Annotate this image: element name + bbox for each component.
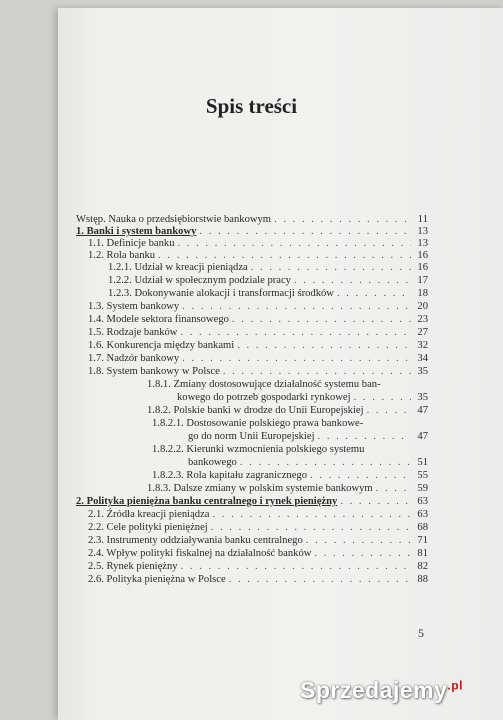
toc-leader-dots bbox=[182, 301, 411, 313]
toc-entry-title: 1.3. System bankowy bbox=[88, 301, 180, 312]
toc-entry bbox=[88, 353, 428, 365]
toc-entry bbox=[147, 483, 428, 495]
toc-entry-page: 51 bbox=[417, 457, 428, 468]
toc-leader-dots bbox=[180, 327, 411, 339]
toc-entry bbox=[152, 444, 428, 456]
toc-entry-page: 11 bbox=[417, 214, 428, 225]
toc-entry bbox=[88, 314, 428, 326]
toc-leader-dots bbox=[376, 483, 411, 495]
toc-entry-title: 2.6. Polityka pieniężna w Polsce bbox=[88, 574, 226, 585]
toc-entry bbox=[88, 238, 428, 250]
toc-entry-page: 63 bbox=[417, 496, 428, 507]
toc-entry bbox=[88, 509, 428, 521]
toc-entry-title: 1.8.2.2. Kierunki wzmocnienia polskiego systemu bbox=[152, 444, 365, 455]
toc-entry bbox=[152, 470, 428, 482]
toc-leader-dots bbox=[158, 250, 411, 262]
toc-entry-page: 68 bbox=[417, 522, 428, 533]
toc-leader-dots bbox=[314, 548, 411, 560]
toc-entry-title: 1.8.2. Polskie banki w drodze do Unii Europejskiej bbox=[147, 405, 364, 416]
toc-entry-title: 2.2. Cele polityki pieniężnej bbox=[88, 522, 208, 533]
toc-entry-page: 63 bbox=[417, 509, 428, 520]
toc-entry-title: 1.8.3. Dalsze zmiany w polskim systemie bankowym bbox=[147, 483, 373, 494]
toc-entry-page: 82 bbox=[417, 561, 428, 572]
toc-entry-title: 1.2. Rola banku bbox=[88, 250, 156, 261]
toc-leader-dots bbox=[212, 509, 411, 521]
toc-leader-dots bbox=[318, 431, 411, 443]
toc-entry-title: 1.4. Modele sektora finansowego bbox=[88, 314, 229, 325]
toc-leader-dots bbox=[229, 574, 411, 586]
toc-entry bbox=[76, 226, 428, 238]
toc-leader-dots bbox=[240, 457, 411, 469]
toc-leader-dots bbox=[199, 226, 411, 238]
toc-entry-title: kowego do potrzeb gospodarki rynkowej bbox=[177, 392, 351, 403]
toc-entry-page: 35 bbox=[417, 392, 428, 403]
toc-entry-title: Wstęp. Nauka o przedsiębiorstwie bankowym bbox=[76, 214, 272, 225]
toc-entry-title: 1.8. System bankowy w Polsce bbox=[88, 366, 220, 377]
toc-leader-dots bbox=[178, 238, 412, 250]
toc-entry bbox=[108, 262, 428, 274]
toc-entry-title: go do norm Unii Europejskiej bbox=[188, 431, 315, 442]
toc-leader-dots bbox=[294, 275, 411, 287]
toc-entry-title: 1.7. Nadzór bankowy bbox=[88, 353, 180, 364]
toc-leader-dots bbox=[310, 470, 411, 482]
toc-leader-dots bbox=[274, 214, 411, 226]
toc-entry-title: 1.2.2. Udział w społecznym podziale pracy bbox=[108, 275, 291, 286]
toc-entry-title: 1.5. Rodzaje banków bbox=[88, 327, 178, 338]
toc-entry-title: 2.1. Źródła kreacji pieniądza bbox=[88, 509, 210, 520]
toc-entry-page: 27 bbox=[417, 327, 428, 338]
toc-entry bbox=[76, 496, 428, 508]
page-number: 5 bbox=[418, 626, 424, 640]
toc-entry bbox=[147, 405, 428, 417]
toc-entry-title: bankowego bbox=[188, 457, 237, 468]
toc-entry-page: 18 bbox=[417, 288, 428, 299]
toc-leader-dots bbox=[340, 496, 411, 508]
toc-entry-title: 1.8.2.1. Dostosowanie polskiego prawa bankowe- bbox=[152, 418, 364, 429]
toc-entry-page: 16 bbox=[417, 262, 428, 273]
toc-entry bbox=[88, 561, 428, 573]
toc-entry-page: 13 bbox=[417, 238, 428, 249]
toc-entry-page: 55 bbox=[417, 470, 428, 481]
toc-entry-page: 23 bbox=[417, 314, 428, 325]
toc-entry bbox=[88, 522, 428, 534]
toc-entry-page: 71 bbox=[417, 535, 428, 546]
page-title: Spis treści bbox=[205, 94, 298, 118]
toc-entry bbox=[88, 327, 428, 339]
toc-entry-title: 1.8.1. Zmiany dostosowujące działalność systemu ban- bbox=[147, 379, 381, 390]
toc-entry bbox=[88, 366, 428, 378]
toc-leader-dots bbox=[354, 392, 411, 404]
toc-leader-dots bbox=[181, 561, 411, 573]
toc-entry bbox=[147, 379, 428, 391]
toc-entry-title: 1.6. Konkurencja między bankami bbox=[88, 340, 235, 351]
toc-leader-dots bbox=[232, 314, 411, 326]
toc-entry-page: 20 bbox=[417, 301, 428, 312]
toc-entry bbox=[88, 301, 428, 313]
toc-entry bbox=[88, 548, 428, 560]
toc-entry-page: 81 bbox=[417, 548, 428, 559]
toc-entry bbox=[76, 214, 428, 226]
toc-entry bbox=[88, 340, 428, 352]
toc-entry bbox=[108, 275, 428, 287]
toc-entry-page: 47 bbox=[417, 405, 428, 416]
toc-entry-title: 1.1. Definicje banku bbox=[88, 238, 175, 249]
toc-entry-page: 32 bbox=[417, 340, 428, 351]
toc-leader-dots bbox=[182, 353, 411, 365]
toc-entry-title: 2.5. Rynek pieniężny bbox=[88, 561, 178, 572]
toc-entry-page: 13 bbox=[417, 226, 428, 237]
toc-leader-dots bbox=[251, 262, 411, 274]
toc-entry bbox=[188, 457, 428, 469]
toc-entry bbox=[152, 418, 428, 430]
toc-entry-page: 35 bbox=[417, 366, 428, 377]
watermark-suffix: .pl bbox=[447, 678, 463, 693]
toc-entry-page: 34 bbox=[417, 353, 428, 364]
toc-entry bbox=[108, 288, 428, 300]
toc-leader-dots bbox=[306, 535, 411, 547]
toc-entry-title: 1. Banki i system bankowy bbox=[76, 226, 197, 237]
toc-entry bbox=[88, 250, 428, 262]
watermark-logo bbox=[300, 677, 463, 704]
toc-entry-title: 2.4. Wpływ polityki fiskalnej na działalność banków bbox=[88, 548, 312, 559]
toc-entry-page: 47 bbox=[417, 431, 428, 442]
toc-entry-page: 16 bbox=[417, 250, 428, 261]
toc-entry-title: 1.2.1. Udział w kreacji pieniądza bbox=[108, 262, 248, 273]
toc-leader-dots bbox=[237, 340, 411, 352]
toc-entry-title: 1.2.3. Dokonywanie alokacji i transformacji środków bbox=[108, 288, 334, 299]
toc-entry-title: 2. Polityka pieniężna banku centralnego i rynek pieniężny bbox=[76, 496, 338, 507]
toc-entry bbox=[188, 431, 428, 443]
toc-leader-dots bbox=[337, 288, 411, 300]
toc-leader-dots bbox=[223, 366, 411, 378]
toc-entry-title: 1.8.2.3. Rola kapitału zagranicznego bbox=[152, 470, 308, 481]
toc-entry bbox=[177, 392, 428, 404]
toc-entry bbox=[88, 535, 428, 547]
toc-entry-page: 59 bbox=[417, 483, 428, 494]
watermark-text: Sprzedajemy bbox=[300, 677, 448, 703]
toc-entry-page: 17 bbox=[417, 275, 428, 286]
toc-leader-dots bbox=[211, 522, 411, 534]
toc-entry bbox=[88, 574, 428, 586]
toc-entry-title: 2.3. Instrumenty oddziaływania banku centralnego bbox=[88, 535, 303, 546]
toc-leader-dots bbox=[367, 405, 411, 417]
toc-entry-page: 88 bbox=[417, 574, 428, 585]
